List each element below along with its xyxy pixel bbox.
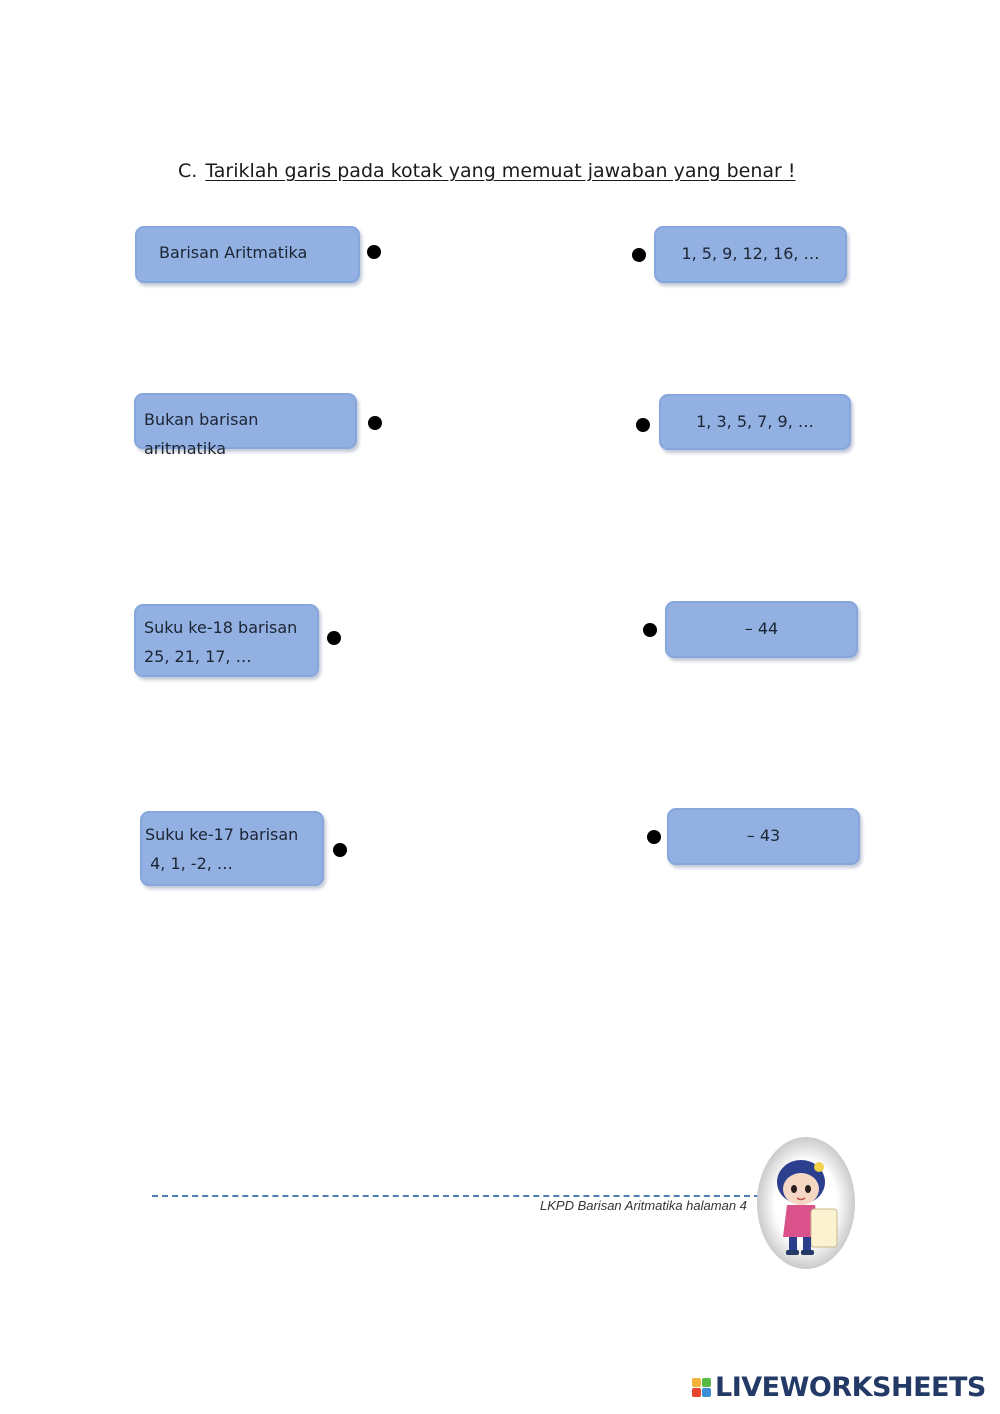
left-box-3-line-2: 25, 21, 17, … (144, 647, 252, 666)
left-box-1 (135, 226, 360, 283)
left-box-2 (134, 393, 357, 458)
left-box-4-line-1: Suku ke-17 barisan (145, 825, 299, 844)
right-box-1-text: 1, 5, 9, 12, 16, … (681, 244, 820, 263)
left-box-4-line-2: 4, 1, -2, … (145, 854, 233, 873)
footer-page-label: LKPD Barisan Aritmatika halaman 4 (540, 1198, 747, 1213)
right-box-4-text: – 43 (746, 826, 781, 845)
right-box-2-text: 1, 3, 5, 7, 9, … (696, 412, 814, 431)
left-box-1-line-1: Barisan Aritmatika (159, 243, 308, 262)
left-box-3-line-1: Suku ke-18 barisan (144, 618, 298, 637)
right-dot-3[interactable] (643, 623, 657, 637)
left-dot-1[interactable] (367, 245, 381, 259)
right-box-2 (659, 394, 851, 450)
right-dot-2[interactable] (636, 418, 650, 432)
right-box-1 (654, 226, 847, 283)
left-box-2-line-1: Bukan barisan aritmatika (144, 410, 259, 458)
right-dot-4[interactable] (647, 830, 661, 844)
left-box-4 (140, 811, 324, 886)
brand-logo-icon (692, 1378, 711, 1397)
left-box-3 (134, 604, 319, 677)
mascot-illustration (757, 1137, 855, 1269)
left-dot-2[interactable] (368, 416, 382, 430)
instruction (178, 160, 796, 182)
right-box-3-text: – 44 (744, 619, 779, 638)
section-label: C. (178, 160, 198, 182)
instruction-text: Tariklah garis pada kotak yang memuat jawaban yang benar ! (205, 160, 796, 182)
footer-divider (152, 1195, 760, 1197)
right-box-3 (665, 601, 858, 658)
right-box-4 (667, 808, 860, 865)
left-dot-3[interactable] (327, 631, 341, 645)
girl-with-paper-icon (757, 1137, 855, 1269)
right-dot-1[interactable] (632, 248, 646, 262)
brand-name: LIVEWORKSHEETS (715, 1372, 986, 1403)
left-dot-4[interactable] (333, 843, 347, 857)
brand-watermark (692, 1372, 986, 1403)
